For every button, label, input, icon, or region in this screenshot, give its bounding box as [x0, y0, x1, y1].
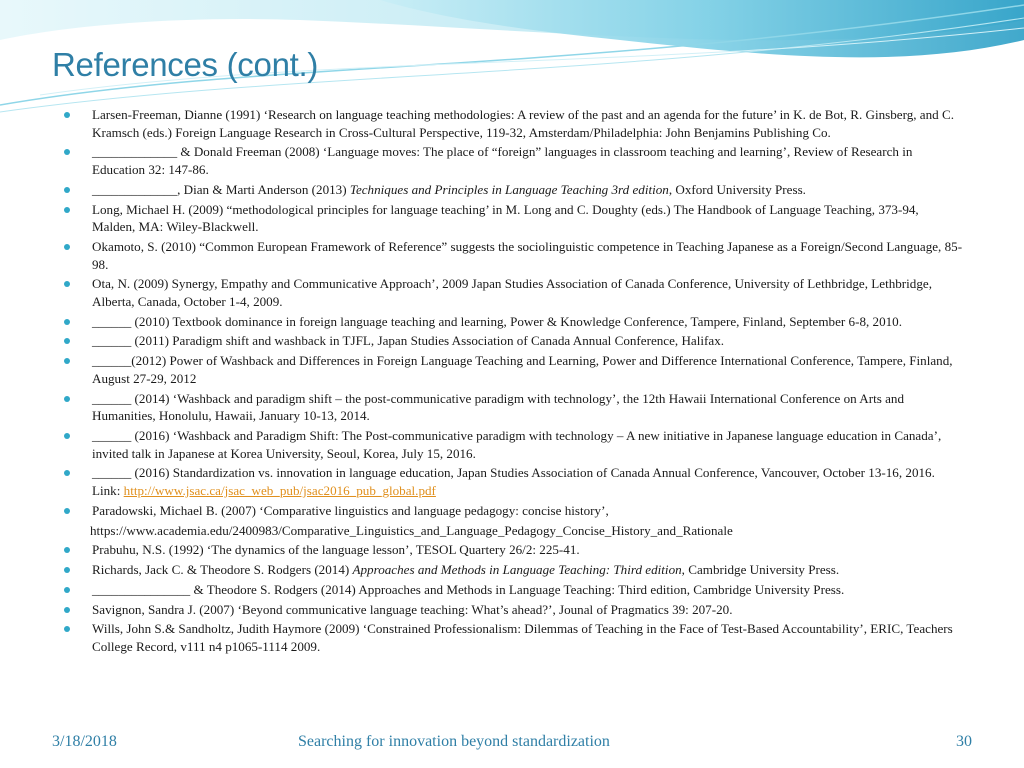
reference-text: Ota, N. (2009) Synergy, Empathy and Communicative Approach’, 2009 Japan Studies Association of Canada Conference, University of Lethbridge, Lethbridge, Alberta, Canada, October 1-4, 2009. — [92, 276, 932, 309]
bullet-icon — [64, 207, 70, 213]
reference-item — [64, 106, 964, 141]
bullet-icon — [64, 587, 70, 593]
reference-item — [64, 201, 964, 236]
reference-text: ______ (2016) ‘Washback and Paradigm Shift: The Post-communicative paradigm with technology – A new initiative in Japanese language education in Canada’, invited talk in Japanese at Korea University, Seoul, Korea, July 15, 2016. — [92, 427, 942, 461]
reference-text: ______ (2010) Textbook dominance in foreign language teaching and learning, Power & Knowledge Conference, Tampere, Finland, September 6-8, 2010. — [92, 313, 903, 329]
bullet-icon — [64, 338, 70, 344]
bullet-icon — [64, 358, 70, 364]
reference-text: _______________ & Theodore S. Rodgers (2014) Approaches and Methods in Language Teaching: Third edition, Cambridge University Press. — [92, 581, 845, 597]
reference-item — [64, 541, 964, 559]
bullet-icon — [64, 547, 70, 553]
reference-text: ______(2012) Power of Washback and Differences in Foreign Language Teaching and Learning, Power and Difference International Conference, Tampere, Finland, August 27-29, 2012 — [92, 353, 953, 386]
reference-text: Richards, Jack C. & Theodore S. Rodgers (2014) — [92, 562, 353, 578]
slide-title: References (cont.) — [52, 46, 319, 83]
bullet-icon — [64, 470, 70, 476]
bullet-icon — [64, 149, 70, 155]
reference-text: Wills, John S.& Sandholtz, Judith Haymore (2009) ‘Constrained Professionalism: Dilemmas of Teaching in the Face of Test-Based Accountability’, ERIC, Teachers College Record, v111 n4 p1065-1114 2009. — [92, 621, 953, 654]
reference-text: Paradowski, Michael B. (2007) ‘Comparative linguistics and language pedagogy: concise history’, — [92, 502, 609, 518]
reference-text: _____________ & Donald Freeman (2008) ‘Language moves: The place of “foreign” languages in classroom teaching and learning’, Review of Research in Education 32: 147-86. — [92, 144, 913, 177]
bullet-icon — [64, 319, 70, 325]
reference-link[interactable]: http://www.jsac.ca/jsac_web_pub/jsac2016_pub_global.pdf — [123, 482, 436, 498]
bullet-icon — [64, 281, 70, 287]
reference-item — [64, 620, 964, 655]
reference-text: Prabuhu, N.S. (1992) ‘The dynamics of the language lesson’, TESOL Quartery 26/2: 225-41. — [92, 542, 580, 558]
page-number: 30 — [956, 733, 972, 750]
reference-item — [64, 601, 964, 619]
reference-item — [64, 332, 964, 350]
reference-item — [64, 581, 964, 599]
footer-date: 3/18/2018 — [52, 733, 117, 750]
reference-item — [64, 238, 964, 273]
reference-item — [64, 522, 964, 540]
reference-item — [64, 502, 964, 520]
bullet-icon — [64, 508, 70, 514]
reference-item — [64, 561, 964, 579]
reference-book-title: Approaches and Methods in Language Teaching: Third edition — [352, 562, 682, 578]
reference-text: ______ (2011) Paradigm shift and washback in TJFL, Japan Studies Association of Canada Annual Conference, Halifax. — [92, 333, 725, 349]
bullet-icon — [64, 112, 70, 118]
reference-item — [64, 427, 964, 462]
bullet-icon — [64, 567, 70, 573]
reference-text: ______ (2016) Standardization vs. innovation in language education, Japan Studies Association of Canada Annual Conference, Vancouver, October 13-16, 2016. Link: — [92, 465, 935, 498]
reference-text: https://www.academia.edu/2400983/Comparative_Linguistics_and_Language_Pedagogy_Concise_History_and_Rationale — [90, 522, 733, 538]
bullet-icon — [64, 607, 70, 613]
reference-text: Larsen-Freeman, Dianne (1991) ‘Research on language teaching methodologies: A review of the past and an agenda for the future’ in K. de Bot, R. Ginsberg, and C. Kramsch (eds.) Foreign Language Research in Cross-Cultural Perspective, 119-32, Amsterdam/Philadelphia: John Benjamins Publishing Co. — [92, 107, 954, 140]
reference-item — [64, 464, 964, 499]
reference-text: _____________, Dian & Marti Anderson (2013) — [92, 181, 350, 197]
reference-text: Long, Michael H. (2009) “methodological principles for language teaching’ in M. Long and C. Doughty (eds.) The Handbook of Language Teaching, 373-94, Malden, MA: Wiley-Blackwell. — [92, 201, 919, 235]
bullet-icon — [64, 433, 70, 439]
footer-title: Searching for innovation beyond standardization — [298, 733, 610, 750]
reference-text: , Cambridge University Press. — [681, 562, 840, 578]
reference-text: ______ (2014) ‘Washback and paradigm shift – the post-communicative paradigm with technology’, the 12th Hawaii International Conference on Arts and Humanities, Honolulu, Hawaii, January 10-13, 2014. — [92, 390, 904, 424]
reference-item — [64, 275, 964, 310]
reference-item — [64, 143, 964, 178]
reference-list — [64, 106, 964, 658]
bullet-icon — [64, 626, 70, 632]
bullet-icon — [64, 244, 70, 250]
bullet-icon — [64, 396, 70, 402]
reference-text: , Oxford University Press. — [668, 181, 806, 197]
reference-item — [64, 390, 964, 425]
reference-item — [64, 352, 964, 387]
reference-text: Savignon, Sandra J. (2007) ‘Beyond communicative language teaching: What’s ahead?’, Jounal of Pragmatics 39: 207-20. — [92, 601, 733, 617]
bullet-icon — [64, 187, 70, 193]
reference-book-title: Techniques and Principles in Language Teaching 3rd edition — [349, 181, 669, 197]
reference-item — [64, 313, 964, 331]
reference-text: Okamoto, S. (2010) “Common European Framework of Reference” suggests the sociolinguistic competence in Teaching Japanese as a Foreign/Second Language, 85-98. — [92, 238, 963, 272]
reference-item — [64, 181, 964, 199]
